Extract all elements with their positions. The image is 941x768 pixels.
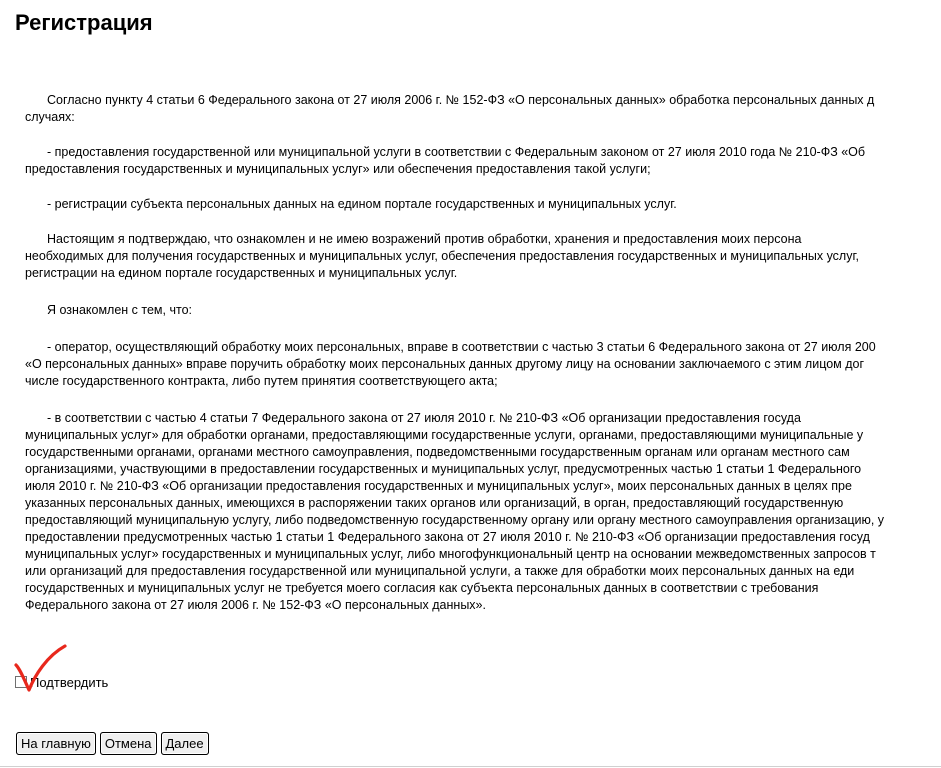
cancel-button[interactable]: Отмена (100, 732, 157, 755)
check-mark-icon (13, 641, 71, 693)
agreement-line: муниципальных услуг» государственных и муниципальных услуг, либо многофункциональный центр на основании межведомственных запросов т (25, 547, 876, 561)
agreement-line: организациями, участвующими в предоставлении государственных и муниципальных услуг, предусмотренных частью 1 статьи 1 Федерального (25, 462, 862, 476)
agreement-line: - оператор, осуществляющий обработку моих персональных, вправе в соответствии с частью 3 статьи 6 Федерального закона от 27 июля 200 (47, 340, 876, 354)
confirm-label[interactable]: Подтвердить (30, 674, 109, 690)
check-mark-stroke (16, 646, 65, 690)
agreement-line: или организаций для предоставления государственной или муниципальной услуги, а также для обработки моих персональных данных на еди (25, 564, 855, 578)
bottom-divider (0, 766, 941, 767)
agreement-line: «О персональных данных» вправе поручить обработку моих персональных данных другому лицу на основании заключаемого с этим лицом дог (25, 357, 865, 371)
agreement-line: предоставления государственных и муниципальных услуг» или обеспечения предоставления такой услуги; (25, 162, 651, 176)
action-buttons (16, 732, 209, 755)
agreement-line: Федерального закона от 27 июля 2006 г. № 152-ФЗ «О персональных данных». (25, 598, 486, 612)
agreement-line: Я ознакомлен с тем, что: (47, 303, 192, 317)
agreement-line: государственных и муниципальных услуг не требуется моего согласия как субъекта персональных данных в соответствии с требования (25, 581, 819, 595)
agreement-line: случаях: (25, 110, 75, 124)
agreement-line: - предоставления государственной или муниципальной услуги в соответствии с Федеральным законом от 27 июля 2010 года № 210-ФЗ «Об (47, 145, 866, 159)
agreement-line: Настоящим я подтверждаю, что ознакомлен и не имею возражений против обработки, хранения и предоставления моих персона (47, 232, 802, 246)
agreement-line: государственными органами, органами местного самоуправления, подведомственными государственным органам или органам местного сам (25, 445, 850, 459)
agreement-line: указанных персональных данных, имеющихся в распоряжении таких органов или организаций, в орган, предоставляющий государственную (25, 496, 844, 510)
home-button[interactable]: На главную (16, 732, 96, 755)
agreement-line: - в соответствии с частью 4 статьи 7 Федерального закона от 27 июля 2010 г. № 210-ФЗ «Об организации предоставления госуда (47, 411, 801, 425)
agreement-line: муниципальных услуг» для обработки органами, предоставляющими государственные услуги, органами, предоставляющими муниципальные у (25, 428, 864, 442)
agreement-line: июля 2010 г. № 210-ФЗ «Об организации предоставления государственных и муниципальных услуг», моих персональных данных в целях пре (25, 479, 852, 493)
agreement-line: предоставляющий муниципальную услугу, либо подведомственную государственному органу или органу местного самоуправления организацию, у (25, 513, 885, 527)
page-title: Регистрация (15, 10, 153, 35)
next-button[interactable]: Далее (161, 732, 209, 755)
agreement-text (25, 92, 941, 614)
agreement-line: предоставлении предусмотренных частью 1 статьи 1 Федерального закона от 27 июля 2010 г. № 210-ФЗ «Об организации предоставления госуд (25, 530, 870, 544)
agreement-line: - регистрации субъекта персональных данных на едином портале государственных и муниципальных услуг. (47, 197, 677, 211)
agreement-line: необходимых для получения государственных и муниципальных услуг, обеспечения предоставления государственных и муниципальных услуг, (25, 249, 859, 263)
agreement-line: числе государственного контракта, либо путем принятия соответствующего акта; (25, 374, 498, 388)
agreement-line: Согласно пункту 4 статьи 6 Федерального закона от 27 июля 2006 г. № 152-ФЗ «О персональных данных» обработка персональных данных д (47, 93, 875, 107)
agreement-line: регистрации на едином портале государственных и муниципальных услуг. (25, 266, 458, 280)
